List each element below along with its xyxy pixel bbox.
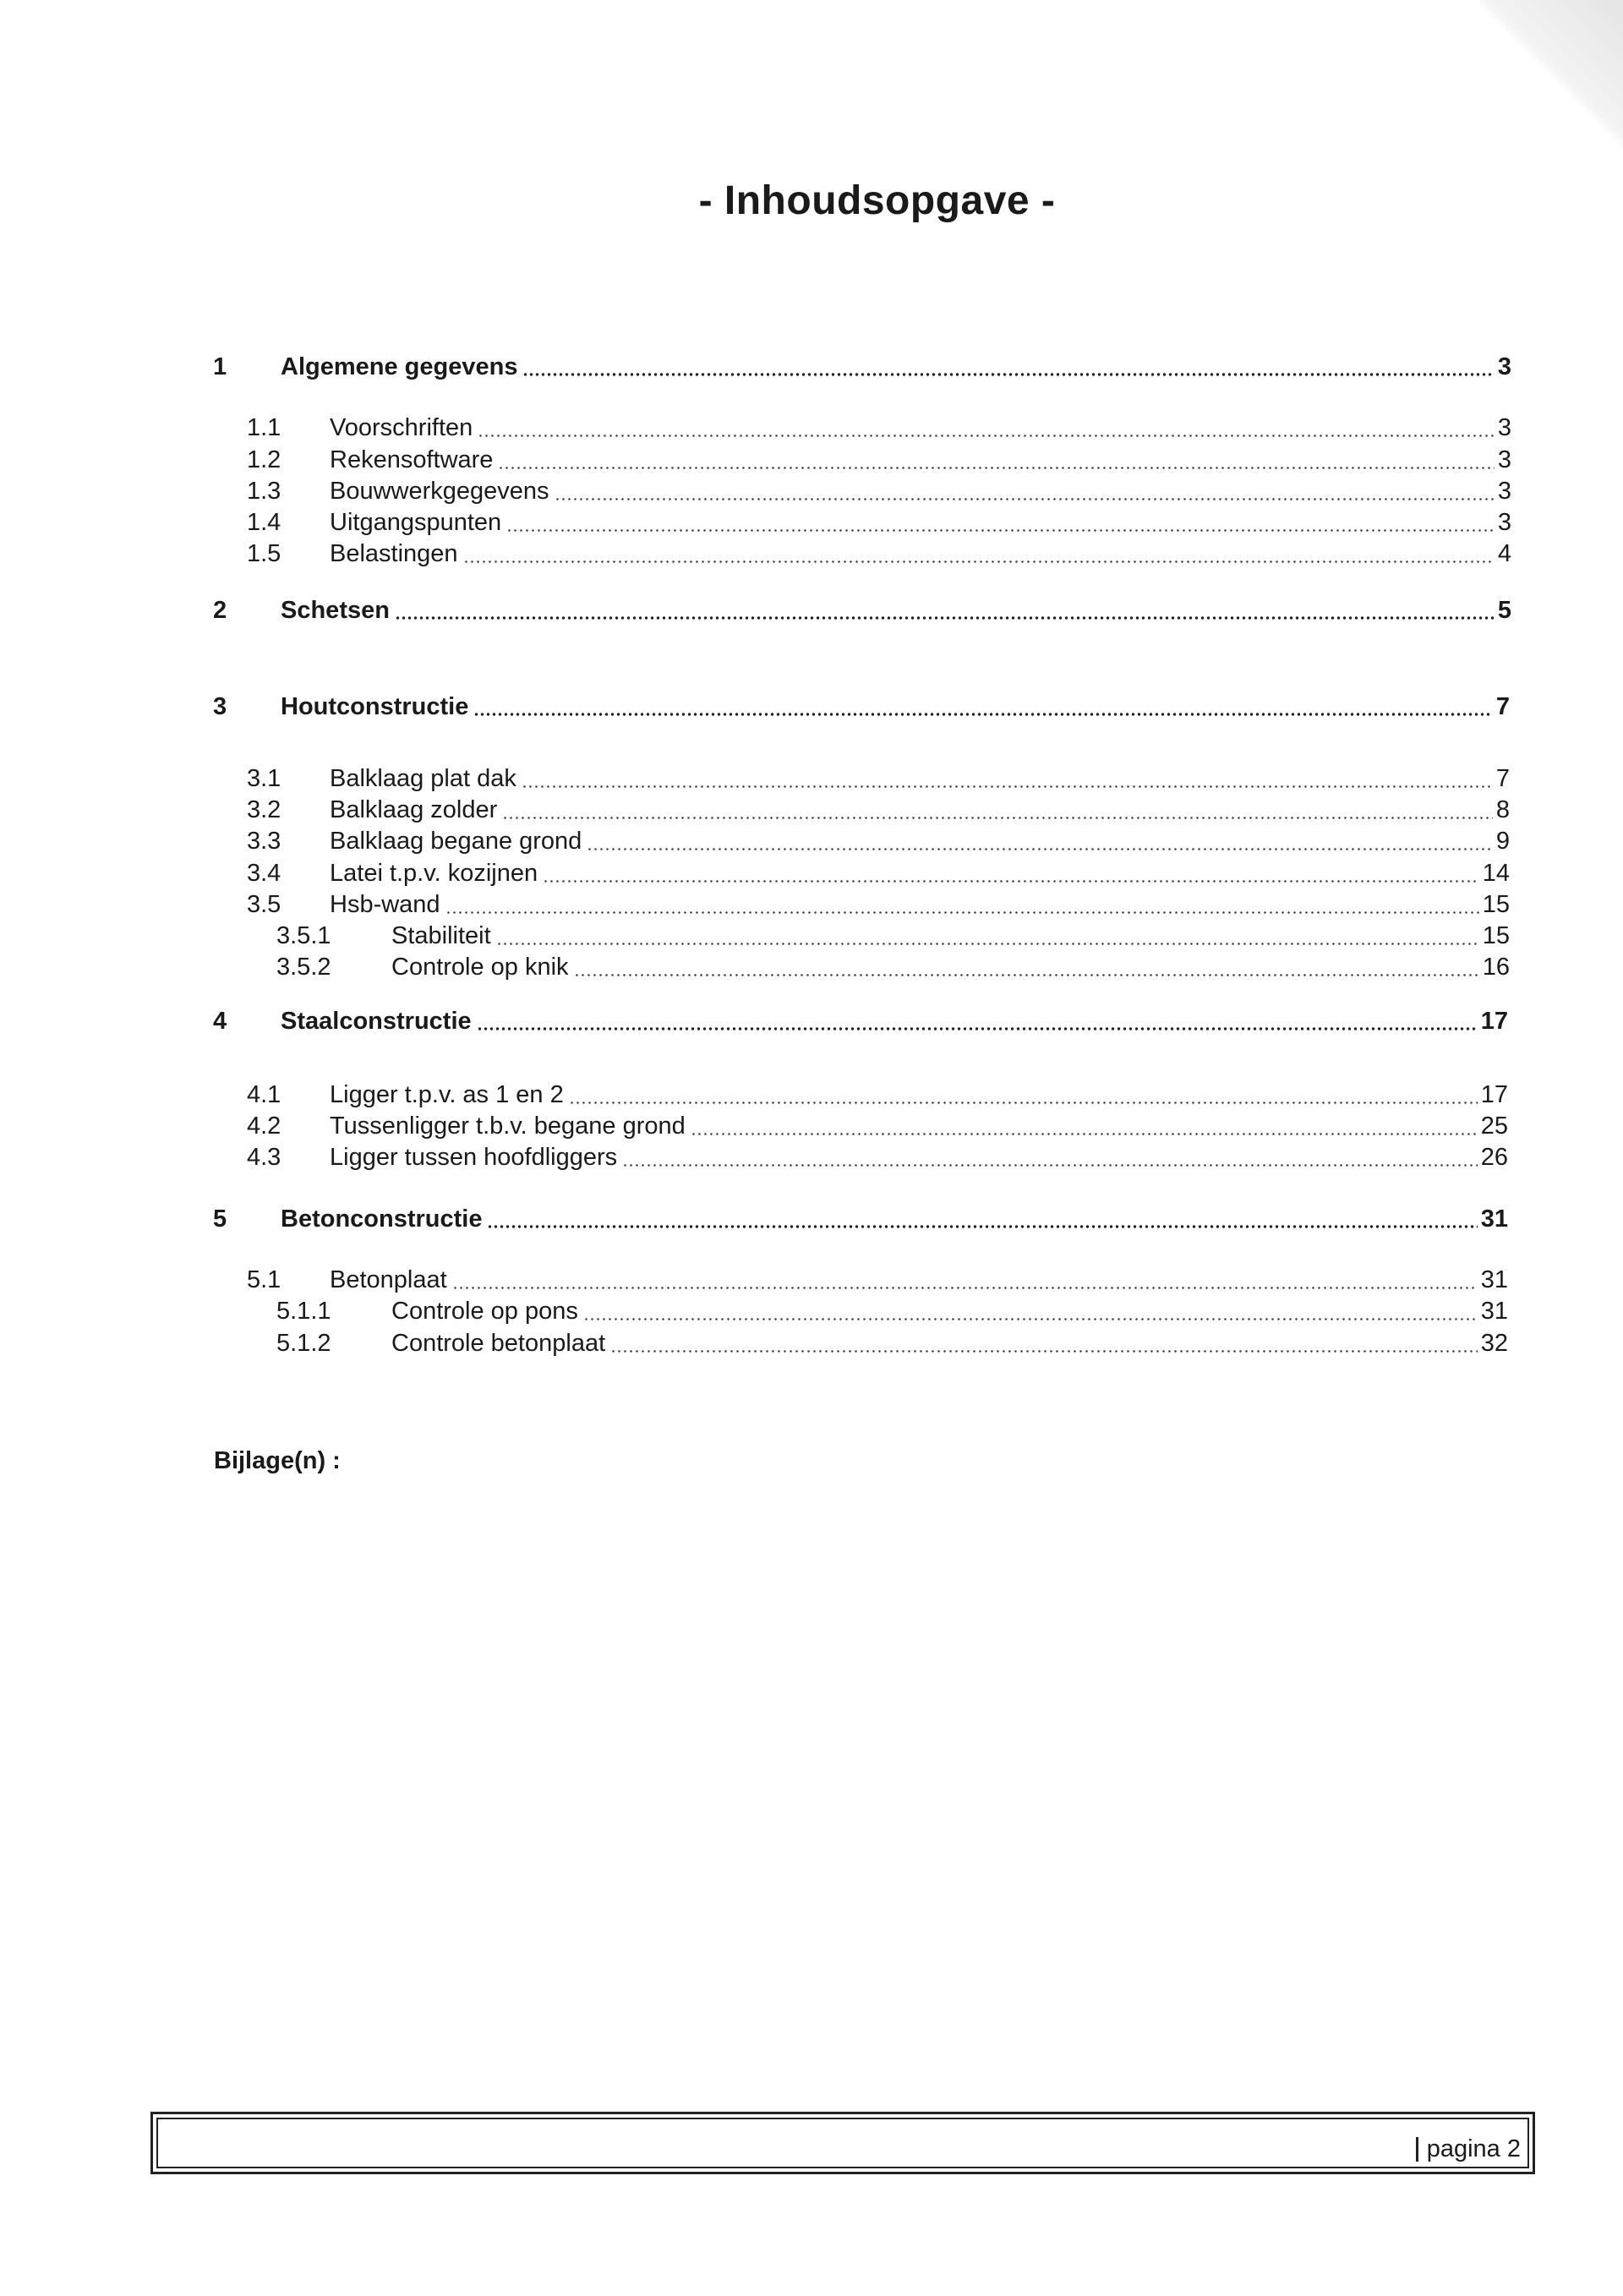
toc-entry-label: Voorschriften — [330, 414, 473, 441]
toc-entry-page: 9 — [1495, 828, 1510, 855]
dot-leader — [691, 1133, 1478, 1135]
toc-entry[interactable] — [247, 511, 1511, 535]
toc-entry-page: 3 — [1497, 478, 1511, 505]
dot-leader — [445, 911, 1479, 914]
toc-entry[interactable] — [213, 599, 1511, 623]
toc-entry[interactable] — [276, 1331, 1508, 1356]
toc-entry-page: 31 — [1480, 1298, 1508, 1325]
toc-entry-number: 5.1.1 — [276, 1298, 331, 1325]
appendix-heading: Bijlage(n) : — [214, 1447, 341, 1474]
toc-entry[interactable] — [247, 542, 1511, 566]
dot-leader — [583, 1318, 1478, 1320]
toc-entry[interactable] — [247, 479, 1511, 504]
toc-entry-page: 8 — [1495, 796, 1510, 823]
toc-entry[interactable] — [247, 861, 1510, 886]
toc-entry-label: Ligger tussen hoofdliggers — [330, 1144, 618, 1171]
toc-entry[interactable] — [247, 448, 1511, 473]
toc-entry[interactable] — [247, 416, 1511, 440]
toc-entry-number: 1.2 — [247, 446, 281, 473]
toc-entry[interactable] — [276, 955, 1510, 980]
dot-leader — [522, 785, 1493, 788]
toc-entry-label: Houtconstructie — [281, 693, 469, 720]
dot-leader — [569, 1102, 1478, 1104]
toc-entry-label: Betonplaat — [330, 1266, 447, 1293]
toc-entry-label: Staalconstructie — [281, 1008, 472, 1035]
dot-leader — [498, 467, 1494, 469]
toc-entry-page: 15 — [1482, 891, 1510, 918]
toc-entry[interactable] — [247, 798, 1510, 823]
dot-leader — [555, 498, 1495, 500]
toc-entry[interactable] — [276, 924, 1510, 948]
toc-entry[interactable] — [247, 1083, 1508, 1107]
toc-entry-number: 4.3 — [247, 1144, 281, 1171]
dot-leader — [477, 1027, 1478, 1030]
dot-leader — [622, 1164, 1478, 1167]
dot-leader — [502, 817, 1493, 819]
toc-entry-label: Balklaag plat dak — [330, 765, 516, 792]
toc-entry-page: 17 — [1480, 1081, 1508, 1108]
toc-entry[interactable] — [213, 1009, 1508, 1034]
toc-entry[interactable] — [213, 695, 1510, 719]
toc-entry-page: 32 — [1480, 1330, 1508, 1357]
toc-entry-number: 1.5 — [247, 540, 281, 567]
toc-entry-page: 4 — [1497, 540, 1511, 567]
toc-entry-number: 3.5.2 — [276, 954, 331, 981]
toc-entry[interactable] — [213, 1207, 1508, 1232]
toc-entry-number: 5.1.2 — [276, 1330, 331, 1357]
toc-entry-number: 2 — [213, 597, 227, 624]
dot-leader — [574, 974, 1479, 976]
toc-entry-label: Balklaag zolder — [330, 796, 498, 823]
toc-entry-label: Bouwwerkgegevens — [330, 478, 549, 505]
toc-entry-label: Betonconstructie — [281, 1205, 483, 1233]
toc-entry-page: 25 — [1480, 1112, 1508, 1140]
toc-entry[interactable] — [247, 893, 1510, 917]
toc-entry-page: 3 — [1497, 509, 1511, 536]
toc-entry-page: 7 — [1495, 693, 1510, 720]
toc-entry[interactable] — [247, 1114, 1508, 1139]
toc-entry-page: 14 — [1482, 860, 1510, 887]
page-title: - Inhoudsopgave - — [698, 178, 1056, 223]
toc-entry-page: 26 — [1480, 1144, 1508, 1171]
toc-entry-page: 17 — [1480, 1008, 1508, 1035]
toc-entry-number: 4 — [213, 1008, 227, 1035]
toc-entry-label: Ligger t.p.v. as 1 en 2 — [330, 1081, 564, 1108]
page-footer — [150, 2112, 1535, 2174]
toc-entry-page: 3 — [1497, 353, 1511, 380]
toc-entry-number: 4.1 — [247, 1081, 281, 1108]
toc-entry-label: Belastingen — [330, 540, 458, 567]
toc-entry[interactable] — [247, 767, 1510, 791]
dot-leader — [395, 616, 1495, 620]
toc-entry[interactable] — [213, 355, 1511, 380]
toc-entry-label: Controle betonplaat — [391, 1330, 606, 1357]
toc-entry-page: 7 — [1495, 765, 1510, 792]
dot-leader — [487, 1225, 1477, 1228]
toc-entry-number: 4.2 — [247, 1112, 281, 1140]
toc-entry-number: 3.1 — [247, 765, 281, 792]
toc-entry-label: Tussenligger t.b.v. begane grond — [330, 1112, 686, 1140]
toc-entry-number: 1.3 — [247, 478, 281, 505]
toc-entry-label: Hsb-wand — [330, 891, 440, 918]
toc-entry-page: 15 — [1482, 922, 1510, 949]
toc-entry-page: 5 — [1497, 597, 1511, 624]
dot-leader — [478, 435, 1495, 437]
toc-entry-label: Balklaag begane grond — [330, 828, 582, 855]
page-number: pagina 2 — [1416, 2137, 1521, 2162]
dot-leader — [506, 529, 1495, 532]
toc-entry-page: 3 — [1497, 414, 1511, 441]
toc-entry-page: 3 — [1497, 446, 1511, 473]
toc-entry-label: Controle op knik — [391, 954, 569, 981]
dot-leader — [496, 943, 1479, 945]
toc-entry-page: 31 — [1480, 1205, 1508, 1233]
toc-entry-label: Uitgangspunten — [330, 509, 502, 536]
toc-entry-number: 1.4 — [247, 509, 281, 536]
dot-leader — [463, 560, 1495, 563]
toc-entry-page: 16 — [1482, 954, 1510, 981]
dot-leader — [587, 848, 1493, 850]
toc-entry[interactable] — [247, 1268, 1508, 1293]
toc-entry-number: 3 — [213, 693, 227, 720]
toc-entry-number: 5 — [213, 1205, 227, 1233]
toc-entry-page: 31 — [1480, 1266, 1508, 1293]
toc-entry[interactable] — [247, 829, 1510, 854]
toc-entry-label: Controle op pons — [391, 1298, 578, 1325]
dot-leader — [610, 1350, 1478, 1353]
toc-entry-number: 5.1 — [247, 1266, 281, 1293]
toc-entry-label: Latei t.p.v. kozijnen — [330, 860, 538, 887]
dot-leader — [452, 1287, 1478, 1289]
toc-entry-number: 3.5.1 — [276, 922, 331, 949]
toc-entry-number: 3.5 — [247, 891, 281, 918]
toc-entry[interactable] — [276, 1299, 1508, 1324]
toc-entry-label: Stabiliteit — [391, 922, 491, 949]
toc-entry-number: 3.4 — [247, 860, 281, 887]
dot-leader — [543, 880, 1479, 883]
toc-entry[interactable] — [247, 1145, 1508, 1170]
toc-entry-number: 3.2 — [247, 796, 281, 823]
dot-leader — [473, 713, 1493, 716]
toc-entry-label: Algemene gegevens — [281, 353, 518, 380]
toc-entry-label: Schetsen — [281, 597, 390, 624]
toc-entry-number: 1 — [213, 353, 227, 380]
toc-entry-number: 3.3 — [247, 828, 281, 855]
toc-entry-label: Rekensoftware — [330, 446, 494, 473]
toc-entry-number: 1.1 — [247, 414, 281, 441]
dot-leader — [522, 373, 1494, 376]
